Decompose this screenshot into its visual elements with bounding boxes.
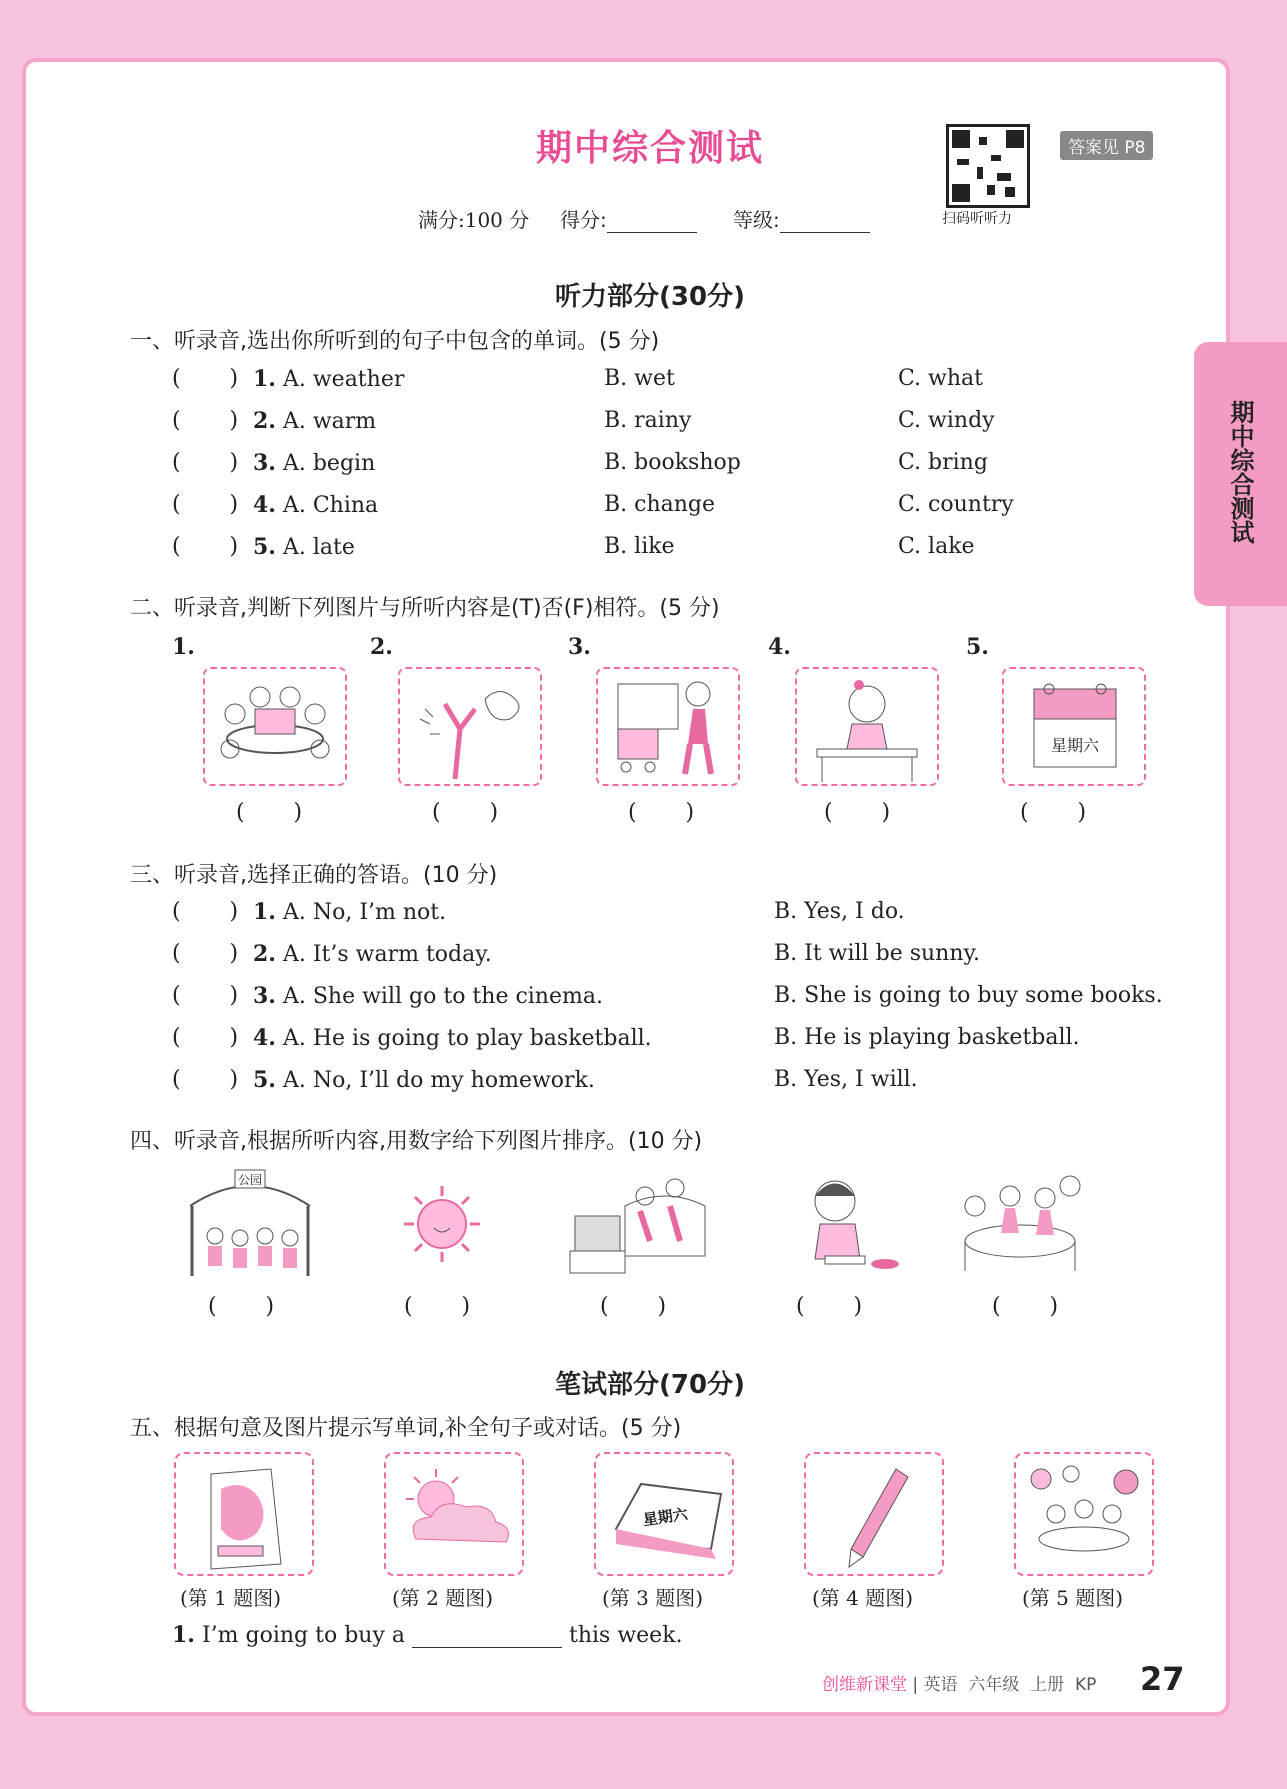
option-a: A. warm [282,409,377,434]
score-field [560,204,697,233]
figure-caption: (第 3 题图) [602,1586,704,1610]
sun-picture [385,1166,500,1281]
option-a: A. late [282,535,355,560]
item-number: 4. [253,1025,276,1051]
answer-paren[interactable]: ( ) [1020,800,1087,825]
item-number: 3. [253,450,276,476]
item-number: 5. [253,534,276,560]
list-item [253,450,375,476]
qr-code-icon[interactable] [946,124,1030,208]
question-number: 1. [172,1622,195,1648]
answer-paren[interactable]: ( ) [172,366,239,391]
footer-edition: KP [1074,1675,1097,1695]
answer-paren[interactable]: ( ) [236,800,303,825]
answer-paren[interactable]: ( ) [404,1294,471,1319]
picture-number: 5. [966,634,989,660]
answer-paren[interactable]: ( ) [992,1294,1059,1319]
list-item [253,899,446,925]
answer-paren[interactable]: ( ) [600,1294,667,1319]
option-a: A. weather [282,367,405,392]
score-blank[interactable] [607,214,697,233]
footer: 创维新课堂 | 英语 六年级 上册 KP [822,1675,1097,1695]
option-c: C. windy [898,408,995,433]
answer-paren[interactable]: ( ) [208,1294,275,1319]
park-sign: 公园 [237,1173,263,1187]
option-b: B. bookshop [604,450,741,475]
picture-number: 3. [568,634,591,660]
desk-calendar-picture [594,1452,734,1576]
item-number: 5. [253,1067,276,1093]
calendar-picture [1002,667,1146,786]
answer-paren[interactable]: ( ) [172,450,239,475]
score-label: 得分: [560,208,607,232]
item-number: 2. [253,941,276,967]
picture-number: 2. [370,634,393,660]
schoolbag-picture [174,1452,314,1576]
list-item [253,941,492,967]
figure-caption: (第 1 题图) [180,1586,282,1610]
picture-number: 4. [768,634,791,660]
side-tab-label: 期中综合测试 [1226,400,1254,544]
option-a: A. He is going to play basketball. [282,1026,652,1051]
item-number: 1. [253,899,276,925]
footer-subject: 英语 [923,1675,958,1695]
shopping-picture [596,667,740,786]
answer-paren[interactable]: ( ) [172,983,239,1008]
grade-label: 等级: [733,208,780,232]
party-picture [1014,1452,1154,1576]
figure-caption: (第 2 题图) [392,1586,494,1610]
option-b: B. change [604,492,716,517]
item-number: 4. [253,492,276,518]
figure-caption: (第 5 题图) [1022,1586,1124,1610]
family-watching-tv-picture [565,1166,715,1281]
option-b: B. Yes, I will. [774,1067,918,1092]
list-item [253,366,404,392]
list-item [253,983,603,1009]
answer-paren[interactable]: ( ) [432,800,499,825]
qr-label: 扫码听听力 [942,211,1012,227]
section-1-heading: 一、听录音,选出你所听到的句子中包含的单词。(5 分) [130,329,660,354]
grade-field [733,204,870,233]
section-4-heading: 四、听录音,根据所听内容,用数字给下列图片排序。(10 分) [130,1129,703,1154]
option-b: B. wet [604,366,675,391]
page-title: 期中综合测试 [535,128,764,169]
answer-paren[interactable]: ( ) [172,1067,239,1092]
side-tab [1194,342,1287,606]
birthday-party-picture [203,667,347,786]
list-item [253,1067,595,1093]
answer-blank[interactable] [412,1627,562,1648]
answer-paren[interactable]: ( ) [172,899,239,924]
writing-heading: 笔试部分(70分) [555,1370,745,1400]
section-3-heading: 三、听录音,选择正确的答语。(10 分) [130,863,498,888]
question-text-before: I’m going to buy a [201,1623,405,1648]
answer-paren[interactable]: ( ) [796,1294,863,1319]
sunny-cloud-picture [384,1452,524,1576]
option-a: A. begin [282,451,376,476]
option-b: B. It will be sunny. [774,941,981,966]
list-item [253,408,376,434]
question-text-after: this week. [569,1623,683,1648]
windy-tree-picture [398,667,542,786]
full-score: 满分:100 分 [418,208,530,232]
grade-blank[interactable] [780,214,870,233]
section-2-heading: 二、听录音,判断下列图片与所听内容是(T)否(F)相符。(5 分) [130,596,720,621]
option-a: A. No, I’m not. [282,900,447,925]
list-item [253,534,355,560]
option-a: A. China [282,493,379,518]
answer-paren[interactable]: ( ) [172,1025,239,1050]
picture-number: 1. [172,634,195,660]
option-a: A. She will go to the cinema. [282,984,603,1009]
answer-paren[interactable]: ( ) [172,408,239,433]
option-c: C. bring [898,450,988,475]
option-a: A. It’s warm today. [282,942,492,967]
option-c: C. lake [898,534,975,559]
footer-grade: 六年级 [968,1675,1020,1695]
girl-reading-picture [780,1166,910,1281]
option-b: B. He is playing basketball. [774,1025,1080,1050]
figure-caption: (第 4 题图) [812,1586,914,1610]
desk-calendar-text: 星期六 [641,1505,689,1530]
calendar-text: 星期六 [1050,736,1100,755]
option-b: B. She is going to buy some books. [774,983,1163,1008]
item-number: 1. [253,366,276,392]
item-number: 3. [253,983,276,1009]
family-dinner-picture [950,1166,1090,1281]
answer-reference-badge: 答案见 P8 [1060,131,1153,160]
option-a: A. No, I’ll do my homework. [282,1068,595,1093]
pencil-picture [804,1452,944,1576]
answer-paren[interactable]: ( ) [172,534,239,559]
footer-brand: 创维新课堂 [822,1675,907,1695]
answer-paren[interactable]: ( ) [824,800,891,825]
footer-term: 上册 [1030,1675,1065,1695]
item-number: 2. [253,408,276,434]
section-5-heading: 五、根据句意及图片提示写单词,补全句子或对话。(5 分) [130,1416,682,1441]
answer-paren[interactable]: ( ) [172,941,239,966]
page-number: 27 [1140,1660,1185,1698]
option-b: B. like [604,534,675,559]
answer-paren[interactable]: ( ) [172,492,239,517]
option-b: B. rainy [604,408,692,433]
park-picture [180,1166,320,1281]
list-item [253,492,378,518]
listening-heading: 听力部分(30分) [555,282,745,312]
answer-paren[interactable]: ( ) [628,800,695,825]
girl-at-desk-picture [795,667,939,786]
list-item [253,1025,652,1051]
option-b: B. Yes, I do. [774,899,905,924]
option-c: C. what [898,366,983,391]
question-1 [172,1622,683,1648]
option-c: C. country [898,492,1014,517]
